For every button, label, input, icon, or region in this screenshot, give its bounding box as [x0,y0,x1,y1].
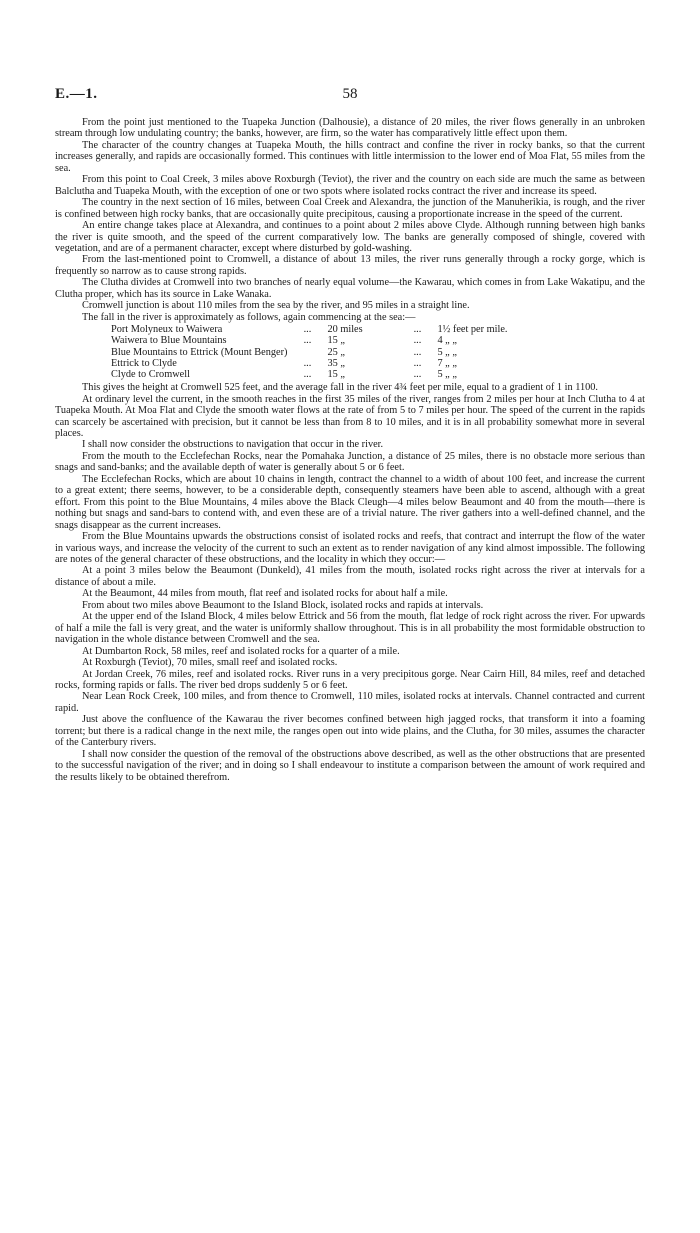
table-cell-leader: ... [413,335,422,347]
paragraph: I shall now consider the obstructions to navigation that occur in the river. [82,439,384,451]
paragraph: Cromwell junction is about 110 miles from the sea by the river, and 95 miles in a straight line. [82,300,470,312]
table-cell-section: Port Molyneux to Waiwera [111,324,223,336]
paragraph: At the upper end of the Island Block, 4 miles below Ettrick and 56 from the mouth, flat ledge of rock right across the river. For upwards of half a mile the fall is very great, and the water is uniformly shallow throughout. This is in all probability the most formidable obstruction to navigation in the whole distance between Cromwell and the sea. [55,611,645,646]
table-cell-section: Blue Mountains to Ettrick (Mount Benger) [111,346,288,358]
paragraph: I shall now consider the question of the removal of the obstructions above described, as well as the other obstructions that are presented to the successful navigation of the river; and in doing so I shall endeavour to institute a comparison between the amount of work required and the results likely to be obtained therefrom. [55,748,645,783]
paragraph: An entire change takes place at Alexandra, and continues to a point about 2 miles above Clyde. Although running between high banks the river is quite smooth, and the speed of the current comparatively low. The banks are generally composed of shingle, covered with vegetation, and are of a permanent character, except where disturbed by gold-washing. [55,220,645,254]
table-cell-leader: ... [413,346,422,358]
paragraph: From the mouth to the Ecclefechan Rocks, near the Pomahaka Junction, a distance of 25 miles, there is no obstacle more serious than snags and sand-banks; and the available depth of water is generally about 5 or 6 feet. [55,450,645,474]
paragraph: The character of the country changes at Tuapeka Mouth, the hills contract and confine the river in rocky banks, so that the current increases generally, and rapids are occasionally formed. This continues with little intermission to the lower end of Moa Flat, 55 miles from the sea. [55,139,645,174]
paragraph: At ordinary level the current, in the smooth reaches in the first 35 miles of the river, ranges from 2 miles per hour at Inch Clutha to 4 at Tuapeka Mouth. At Moa Flat and Clyde the smooth water flows at the rate of from 5 to 7 miles per hour. The speed of the current in the rapids can scarcely be ascertained with precision, but it cannot be less than from 8 to 10 miles, and it is in all probability somewhat more in several places. [55,393,645,439]
table-cell-leader: ... [303,335,312,347]
table-cell-section: Ettrick to Clyde [111,357,177,369]
paragraph: At Roxburgh (Teviot), 70 miles, small reef and isolated rocks. [82,657,338,669]
river-fall-table [111,324,547,380]
paragraph: From the last-mentioned point to Cromwell, a distance of about 13 miles, the river runs generally through a rocky gorge, which is frequently so narrow as to cause strong rapids. [55,254,645,277]
table-cell-miles: 15 „ [327,368,345,380]
table-row [111,347,547,358]
table-cell-miles: 35 „ [327,357,345,369]
paragraph: The Clutha divides at Cromwell into two branches of nearly equal volume—the Kawarau, which comes in from Lake Wakatipu, and the Clutha proper, which has its source in Lake Wanaka. [55,277,645,300]
paragraph: From the Blue Mountains upwards the obstructions consist of isolated rocks and reefs, that contract and interrupt the flow of the water in various ways, and increase the velocity of the current to such an extent as to render navigation of any kind almost impossible. The following are notes of the general character of these obstructions, and the locality in which they occur:— [55,531,645,565]
table-cell-miles: 25 „ [327,346,345,358]
table-row [111,358,547,369]
paragraph: At the Beaumont, 44 miles from mouth, flat reef and isolated rocks for about half a mile. [82,588,448,600]
table-cell-leader: ... [413,324,422,336]
table-row [111,369,547,380]
paragraph: From about two miles above Beaumont to the Island Block, isolated rocks and rapids at intervals. [82,599,484,611]
table-row [111,324,547,335]
paragraph: From this point to Coal Creek, 3 miles above Roxburgh (Teviot), the river and the country on each side are much the same as between Balclutha and Tuapeka Mouth, with the exception of one or two spots where isolated rocks contract the river and increase its speed. [55,174,645,197]
page-number: 58 [342,86,358,102]
paragraph: Just above the confluence of the Kawarau the river becomes confined between high jagged rocks, that transform it into a foaming torrent; but there is a radical change in the next mile, the ranges open out into wide plains, and the Clutha, for 30 miles, assumes the character of the Canterbury rivers. [55,714,645,749]
paragraph: Near Lean Rock Creek, 100 miles, and from thence to Cromwell, 110 miles, isolated rocks at intervals. Channel contracted and current rapid. [55,691,645,714]
table-cell-leader: ... [303,368,312,380]
document-code: E.—1. [55,86,98,102]
table-cell-leader: ... [303,324,312,336]
paragraph: The country in the next section of 16 miles, between Coal Creek and Alexandra, the junction of the Manuherikia, is rough, and the river is confined between high rocky banks, that are occasionally quite precipitous, causing a proportionate increase in the speed of the current. [55,197,645,220]
paragraph: At Jordan Creek, 76 miles, reef and isolated rocks. River runs in a very precipitous gorge. Near Cairn Hill, 84 miles, reef and detached rocks, forming rapids or falls. The river bed drops suddenly 5 or 6 feet. [55,668,645,691]
paragraph: The Ecclefechan Rocks, which are about 10 chains in length, contract the channel to a width of about 100 feet, and increase the current to a great extent; there seems, however, to be a considerable depth, consequently steamers have been able to ascend, although with a great effort. From this point to the Blue Mountains, 4 miles above the Black Cleugh—4 miles below Beaumont and 40 from the mouth—there is nothing but snags and sand-bars to contend with, and even these are of a trivial nature. The river gathers into a well-defined channel, and the snags disappear as the current increases. [55,473,645,531]
paragraph: This gives the height at Cromwell 525 feet, and the average fall in the river 4¾ feet per mile, equal to a gradient of 1 in 1100. [82,382,599,394]
table-cell-fall: 4 „ „ [437,335,457,347]
table-cell-miles: 15 „ [327,335,345,347]
table-cell-leader: ... [413,368,422,380]
paragraph: At Dumbarton Rock, 58 miles, reef and isolated rocks for a quarter of a mile. [82,645,400,657]
table-cell-fall: 5 „ „ [437,368,457,380]
table-cell-section: Waiwera to Blue Mountains [111,335,227,347]
paragraph: From the point just mentioned to the Tuapeka Junction (Dalhousie), a distance of 20 miles, the river flows generally in an unbroken stream through low undulating country; the banks, however, are firm, so the water has comparatively little effect upon them. [55,117,645,140]
table-cell-fall: 7 „ „ [437,357,457,369]
table-cell-leader: ... [303,357,312,369]
page-header [55,86,645,106]
table-cell-fall: 5 „ „ [437,346,457,358]
table-cell-miles: 20 miles [327,324,363,336]
paragraph: At a point 3 miles below the Beaumont (Dunkeld), 41 miles from the mouth, isolated rocks right across the river at intervals for a distance of about a mile. [55,565,645,588]
paragraph: The fall in the river is approximately as follows, again commencing at the sea:— [82,311,416,323]
table-cell-leader [287,347,327,358]
table-cell-fall: 1½ feet per mile. [437,324,508,336]
table-cell-section: Clyde to Cromwell [111,368,190,380]
table-row [111,335,547,346]
table-cell-leader: ... [413,357,422,369]
body-text [55,117,645,783]
